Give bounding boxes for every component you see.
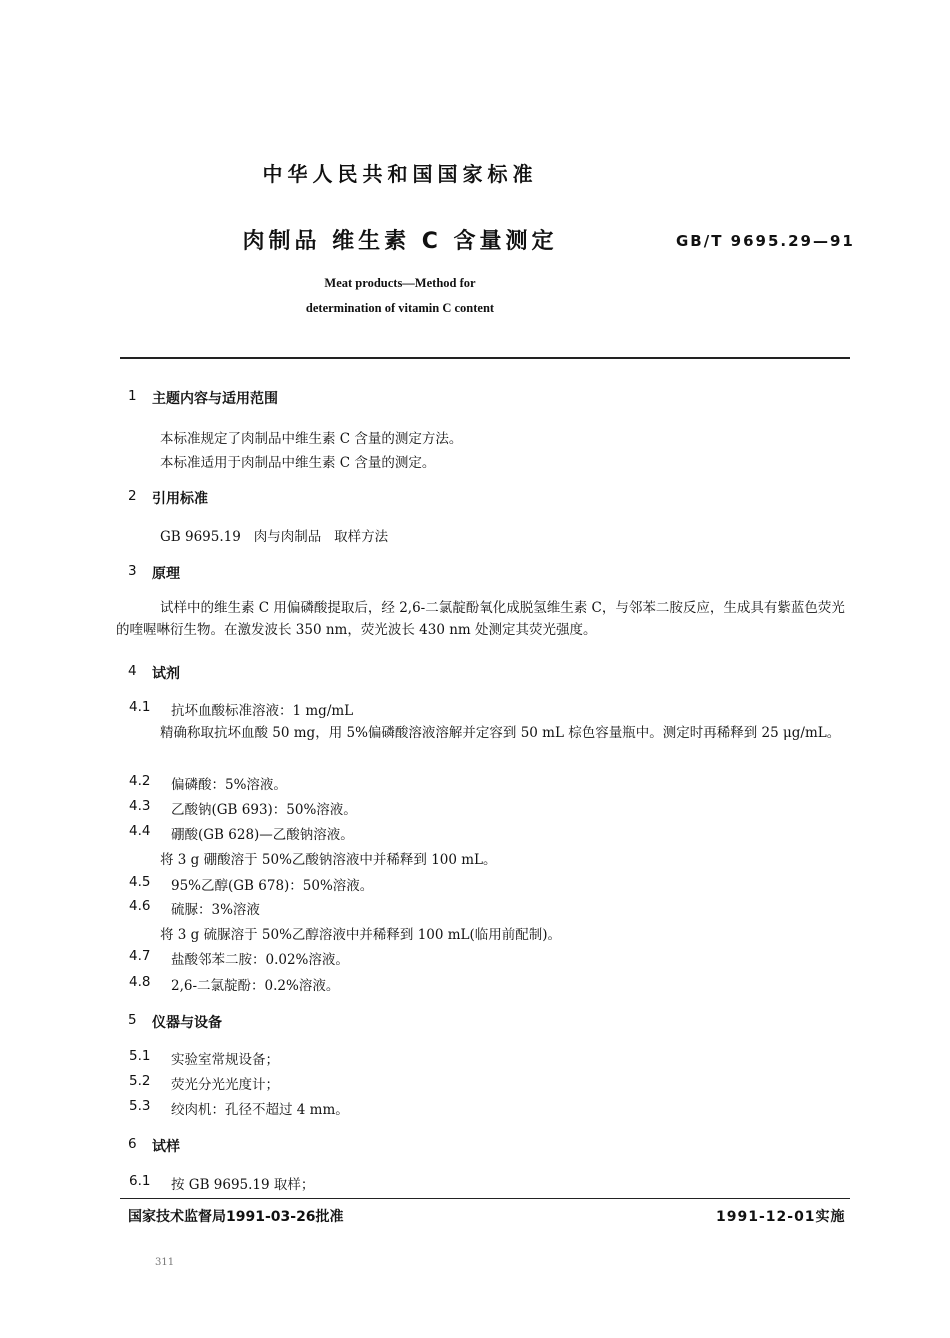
section-5-title: 仪器与设备 — [152, 1015, 222, 1031]
section-4-number: 4 — [128, 663, 137, 679]
item-4-7-text: 盐酸邻苯二胺：0.02%溶液。 — [171, 952, 349, 968]
section-3-number: 3 — [128, 563, 137, 579]
item-5-3-number: 5.3 — [129, 1098, 151, 1114]
document-title: 肉制品 维生素 C 含量测定 — [242, 229, 558, 254]
item-4-3-number: 4.3 — [129, 798, 151, 814]
item-4-1-number: 4.1 — [129, 699, 151, 715]
section-2-para-1: GB 9695.19 肉与肉制品 取样方法 — [160, 529, 389, 545]
item-5-1-text: 实验室常规设备； — [171, 1052, 279, 1068]
item-4-6-para: 将 3 g 硫脲溶于 50%乙醇溶液中并稀释到 100 mL(临用前配制)。 — [160, 927, 562, 943]
item-4-8-text: 2,6-二氯靛酚：0.2%溶液。 — [171, 978, 340, 994]
section-1-para-1: 本标准规定了肉制品中维生素 C 含量的测定方法。 — [160, 431, 463, 447]
approval-date: 国家技术监督局1991-03-26批准 — [128, 1209, 344, 1225]
item-4-8-number: 4.8 — [129, 974, 151, 990]
item-4-2-text: 偏磷酸：5%溶液。 — [171, 777, 287, 793]
section-1-para-2: 本标准适用于肉制品中维生素 C 含量的测定。 — [160, 455, 436, 471]
item-4-7-number: 4.7 — [129, 948, 151, 964]
section-6-title: 试样 — [152, 1139, 180, 1155]
item-4-1-text: 抗坏血酸标准溶液：1 mg/mL — [171, 703, 354, 719]
section-3-title: 原理 — [152, 566, 180, 582]
item-6-1-text: 按 GB 9695.19 取样； — [171, 1177, 315, 1193]
item-4-4-text: 硼酸(GB 628)—乙酸钠溶液。 — [171, 827, 354, 843]
item-4-6-text: 硫脲：3%溶液 — [171, 902, 260, 918]
item-4-5-number: 4.5 — [129, 874, 151, 890]
section-4-title: 试剂 — [152, 666, 180, 682]
footer-rule — [120, 1198, 850, 1199]
item-4-3-text: 乙酸钠(GB 693)：50%溶液。 — [171, 802, 357, 818]
item-5-1-number: 5.1 — [129, 1048, 151, 1064]
english-title-line1: Meat products—Method for — [324, 276, 476, 290]
standard-number: GB/T 9695.29—91 — [676, 232, 855, 250]
english-title-line2: determination of vitamin C content — [305, 301, 495, 315]
item-4-2-number: 4.2 — [129, 773, 151, 789]
section-6-number: 6 — [128, 1136, 137, 1152]
section-1-number: 1 — [128, 388, 137, 404]
page-number: 311 — [155, 1257, 175, 1268]
item-5-2-number: 5.2 — [129, 1073, 151, 1089]
section-2-title: 引用标准 — [152, 491, 208, 507]
item-5-3-text: 绞肉机：孔径不超过 4 mm。 — [171, 1102, 349, 1118]
item-5-2-text: 荧光分光光度计； — [171, 1077, 279, 1093]
section-1-title: 主题内容与适用范围 — [152, 391, 278, 407]
section-3-para-1: 试样中的维生素 C 用偏磷酸提取后，经 2,6-二氯靛酚氧化成脱氢维生素 C，与邻苯二胺反应，生成具有紫蓝色荧光的喹喔啉衍生物。在激发波长 350 nm，荧光波长 430 nm 处测定其荧光强度。 — [116, 600, 845, 638]
implementation-date: 1991-12-01实施 — [716, 1209, 846, 1225]
item-4-1-para: 精确称取抗坏血酸 50 mg，用 5%偏磷酸溶液溶解并定容到 50 mL 棕色容量瓶中。测定时再稀释到 25 μg/mL。 — [160, 725, 841, 741]
item-4-6-number: 4.6 — [129, 898, 151, 914]
item-6-1-number: 6.1 — [129, 1173, 151, 1189]
item-4-5-text: 95%乙醇(GB 678)：50%溶液。 — [171, 878, 374, 894]
item-4-4-number: 4.4 — [129, 823, 151, 839]
header-rule — [120, 357, 850, 359]
section-2-number: 2 — [128, 488, 137, 504]
section-5-number: 5 — [128, 1012, 137, 1028]
item-4-4-para: 将 3 g 硼酸溶于 50%乙酸钠溶液中并稀释到 100 mL。 — [160, 852, 497, 868]
issuing-body-heading: 中华人民共和国国家标准 — [262, 162, 538, 186]
